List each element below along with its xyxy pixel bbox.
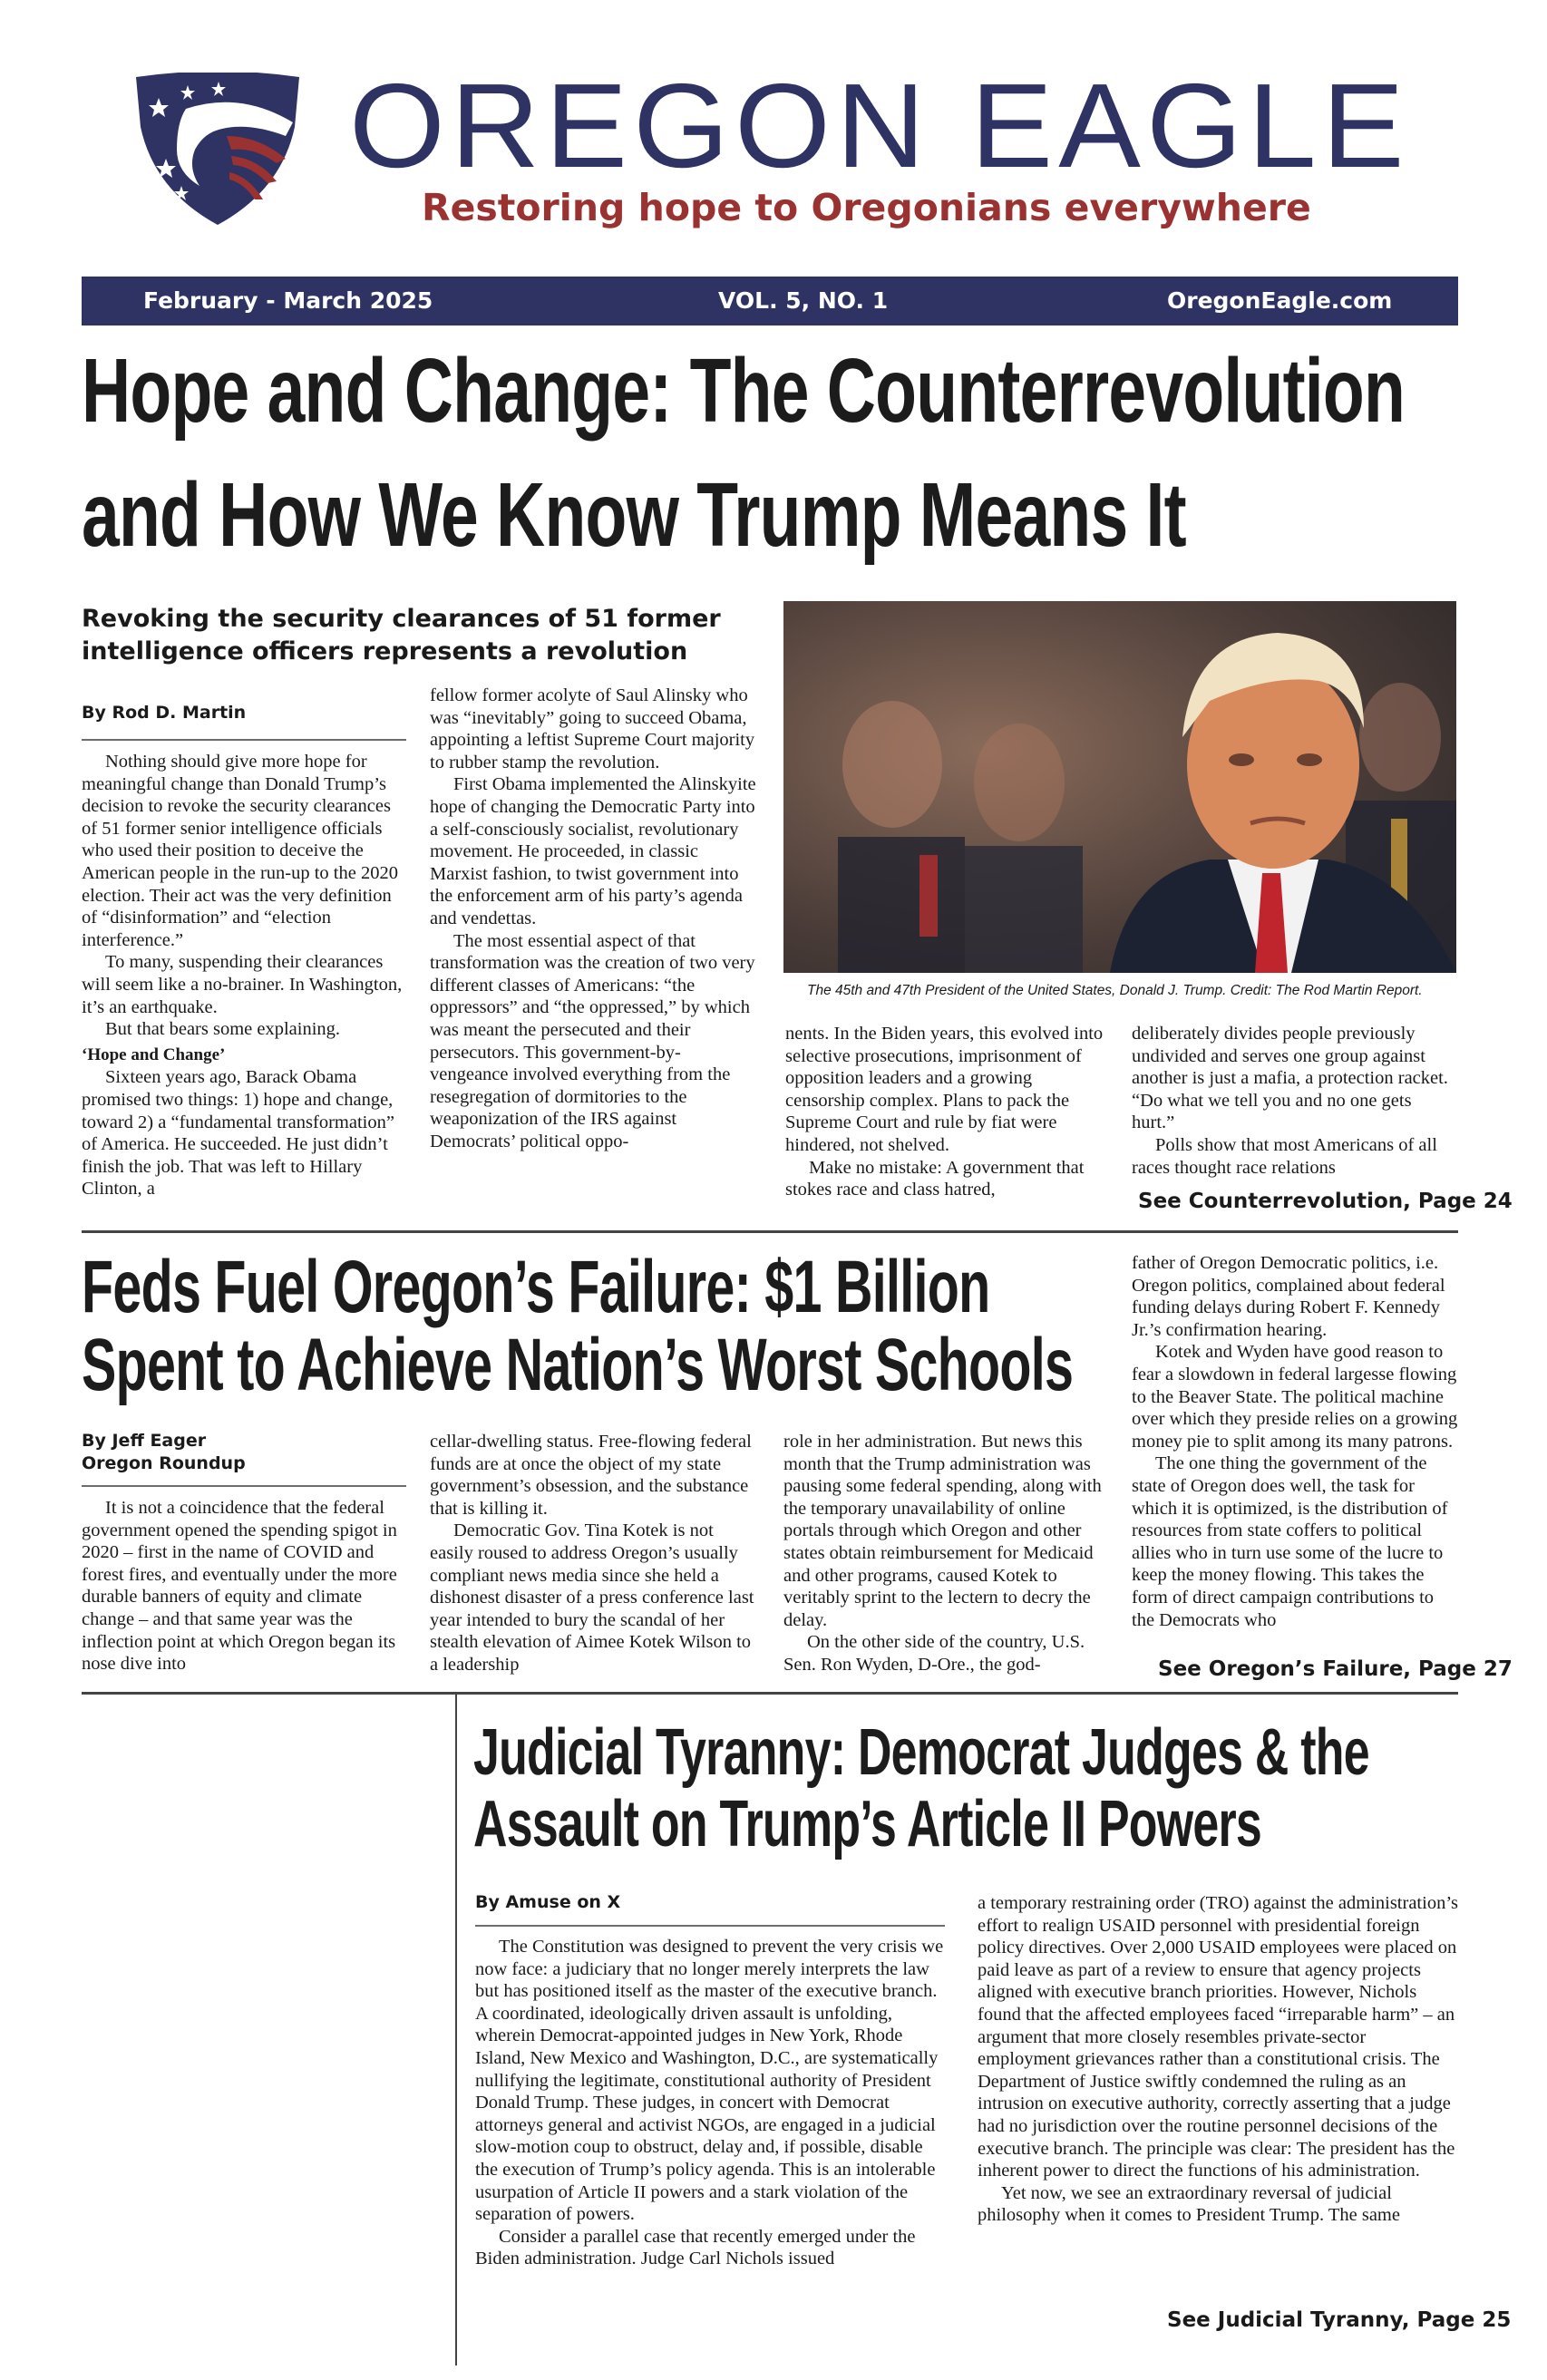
schools-column-4 xyxy=(1132,1252,1458,1631)
section-divider-1 xyxy=(82,1230,1458,1233)
judicial-headline-line-2: Assault on Trump’s Article II Powers xyxy=(473,1788,1262,1860)
judicial-col1-para-1: The Constitution was designed to prevent the very crisis we now face: a judiciary that no longer merely interprets the law but has positioned itself as the master of the executive branch. A coordinated, ideologically driven assault is unfolding, wherein Democrat-appointed judges in New York, Rhode Island, New Mexico and Washington, D.C., are systematically nullifying the legitimate, constitutional authority of President Donald Trump. These judges, in concert with Democrat attorneys general and activist NGOs, are engaged in a judicial slow-motion coup to obstruct, delay and, if possible, disable the execution of Trump’s policy agenda. This is an intolerable usurpation of Article II powers and a stark violation of the separation of powers. xyxy=(475,1937,944,2225)
judicial-col1-para-2: Consider a parallel case that recently emerged under the Biden administration. Judge Carl Nichols issued xyxy=(475,2226,916,2269)
lead-column-3 xyxy=(785,1023,1112,1201)
judicial-col2-para-2: Yet now, we see an extraordinary reversal of judicial philosophy when it comes to President Trump. The same xyxy=(978,2182,1400,2226)
lead-headline-line-2: and How We Know Trump Means It xyxy=(82,464,1186,566)
lead-jump-link[interactable]: See Counterrevolution, Page 24 xyxy=(1138,1190,1513,1213)
schools-col2-para-1: cellar-dwelling status. Free-flowing federal funds are at once the object of my state government’s obsession, and the substance that is killing it. xyxy=(430,1432,752,1519)
lead-col1-para-1: Nothing should give more hope for meaningful change than Donald Trump’s decision to revoke the security clearances of 51 former senior intelligence officials who used their position to deceive the American people in the run-up to the 2020 election. Their act was the very definition of “disinformation” and “election interference.” xyxy=(82,752,398,950)
schools-byline-rule xyxy=(82,1485,406,1487)
lead-byline-rule xyxy=(82,739,406,741)
schools-col3-para-1: role in her administration. But news this month that the Trump administration was pausing some federal spending, along with the temporary unavailability of online portals through which Oregon and other states obtain reimbursement for Medicaid and other programs, caused Kotek to veritably sprint to the lectern to decry the delay. xyxy=(783,1432,1102,1630)
schools-jump-link[interactable]: See Oregon’s Failure, Page 27 xyxy=(1158,1657,1513,1681)
schools-col3-para-2: On the other side of the country, U.S. Sen. Ron Wyden, D-Ore., the god- xyxy=(783,1632,1085,1675)
lead-photo-caption: The 45th and 47th President of the United States, Donald J. Trump. Credit: The Rod Martin Report. xyxy=(807,983,1423,998)
judicial-col2-para-1: a temporary restraining order (TRO) against the administration’s effort to realign USAID personnel with presidential foreign policy directives. Over 2,000 USAID employees were placed on paid leave as part of a review to ensure that agency projects aligned with executive branch priorities. However, Nichols found that the affected employees faced “irreparable harm” – an argument that more closely resembles private-sector employment grievances rather than a constitutional crisis. The Department of Justice swiftly condemned the ruling as an intrusion on executive authority, correctly asserting that a judge had no jurisdiction over the routine personnel decisions of the executive branch. The principle was clear: The president has the inherent power to direct the functions of his administration. xyxy=(978,1893,1458,2181)
tagline: Restoring hope to Oregonians everywhere xyxy=(422,186,1311,229)
schools-byline-outlet: Oregon Roundup xyxy=(82,1453,246,1473)
schools-headline-line-2: Spent to Achieve Nation’s Worst Schools xyxy=(82,1324,1074,1406)
schools-col4-para-3: The one thing the government of the state of Oregon does well, the task for which it is optimized, is the distribution of resources from state coffers to political allies who in turn use some of the lucre to keep the money flowing. This takes the form of direct campaign contributions to the Democrats who xyxy=(1132,1453,1448,1630)
lead-column-4 xyxy=(1132,1023,1458,1179)
schools-byline: By Jeff Eager xyxy=(82,1431,207,1451)
lead-col2-para-1: fellow former acolyte of Saul Alinsky who was “inevitably” going to succeed Obama, appointing a leftist Supreme Court majority to rubber stamp the revolution. xyxy=(430,685,755,772)
judicial-column-2 xyxy=(978,1892,1458,2227)
lead-col1-para-3: But that bears some explaining. xyxy=(105,1019,341,1040)
eagle-logo-icon xyxy=(131,73,304,227)
lead-photo xyxy=(783,601,1456,973)
lead-headline-line-1: Hope and Change: The Counterrevolution xyxy=(82,340,1406,442)
schools-col2-para-2: Democratic Gov. Tina Kotek is not easily roused to address Oregon’s usually compliant news media since she held a dishonest disaster of a press conference last year intended to bury the scandal of her stealth elevation of Aimee Kotek Wilson to a leadership xyxy=(430,1520,754,1675)
lead-byline: By Rod D. Martin xyxy=(82,703,247,723)
lead-col2-para-2: First Obama implemented the Alinskyite hope of changing the Democratic Party into a self-consciously socialist, revolutionary movement. He proceeded, in classic Marxist fashion, to twist government into the enforcement arm of his party’s agenda and vendettas. xyxy=(430,774,756,928)
schools-column-1 xyxy=(82,1497,406,1676)
schools-headline-line-1: Feds Fuel Oregon’s Failure: $1 Billion xyxy=(82,1246,990,1328)
issue-date: February - March 2025 xyxy=(143,287,433,314)
judicial-byline: By Amuse on X xyxy=(475,1892,621,1912)
website-link[interactable]: OregonEagle.com xyxy=(1167,287,1393,314)
lead-col4-para-2: Polls show that most Americans of all races thought race relations xyxy=(1132,1134,1437,1178)
masthead xyxy=(0,0,1547,272)
lead-col4-para-1: deliberately divides people previously undivided and serves one group against another is just a mafia, a protection racket. “Do what we tell you and no one gets hurt.” xyxy=(1132,1024,1448,1133)
newspaper-name: OREGON EAGLE xyxy=(349,59,1410,192)
lead-deck-line-2: intelligence officers represents a revolution xyxy=(82,637,688,665)
issue-volume: VOL. 5, NO. 1 xyxy=(718,287,889,314)
president-photo-illustration xyxy=(783,601,1456,973)
schools-col1-para-1: It is not a coincidence that the federal government opened the spending spigot in 2020 – first in the name of COVID and forest fires, and eventually under the more durable banners of equity and climate change – and that same year was the inflection point at which Oregon began its nose dive into xyxy=(82,1498,397,1675)
section-divider-2 xyxy=(82,1692,1458,1695)
lead-column-2 xyxy=(430,685,756,1152)
schools-column-2 xyxy=(430,1431,756,1676)
judicial-byline-rule xyxy=(475,1925,945,1927)
dateline-bar xyxy=(82,277,1458,325)
schools-col4-para-2: Kotek and Wyden have good reason to fear a slowdown in federal largesse flowing to the Beaver State. The political machine over which they preside relies on a growing money pie to split among its many patrons. xyxy=(1132,1342,1458,1452)
schools-column-3 xyxy=(783,1431,1112,1676)
lead-column-1 xyxy=(82,751,406,1200)
judicial-jump-link[interactable]: See Judicial Tyranny, Page 25 xyxy=(1167,2308,1512,2332)
lead-col1-para-2: To many, suspending their clearances will seem like a no-brainer. In Washington, it’s an earthquake. xyxy=(82,952,403,1017)
lead-subhead: ‘Hope and Change’ xyxy=(82,1044,226,1064)
judicial-column-1 xyxy=(475,1936,945,2270)
schools-col4-para-1: father of Oregon Democratic politics, i.e. Oregon politics, complained about federal funding delays during Robert F. Kennedy Jr.’s confirmation hearing. xyxy=(1132,1253,1445,1340)
lead-deck-line-1: Revoking the security clearances of 51 former xyxy=(82,605,721,633)
lead-col3-para-1: nents. In the Biden years, this evolved into selective prosecutions, imprisonment of opposition leaders and a growing censorship complex. Plans to pack the Supreme Court and rule by fiat were hindered, not shelved. xyxy=(785,1024,1104,1155)
judicial-headline-line-1: Judicial Tyranny: Democrat Judges & the xyxy=(473,1716,1369,1789)
judicial-vertical-rule xyxy=(455,1695,457,2365)
lead-col1-para-4: Sixteen years ago, Barack Obama promised two things: 1) hope and change, toward 2) a “fundamental transformation” of America. He succeeded. He just didn’t finish the job. That was left to Hillary Clinton, a xyxy=(82,1067,394,1200)
lead-col3-para-2: Make no mistake: A government that stokes race and class hatred, xyxy=(785,1157,1085,1200)
lead-col2-para-3: The most essential aspect of that transformation was the creation of two very different classes of Americans: “the oppressors” and “the oppressed,” by which was meant the persecuted and their persecutors. This government-by-vengeance involved everything from the resegregation of dormitories to the weaponization of the IRS against Democrats’ political oppo- xyxy=(430,930,755,1151)
